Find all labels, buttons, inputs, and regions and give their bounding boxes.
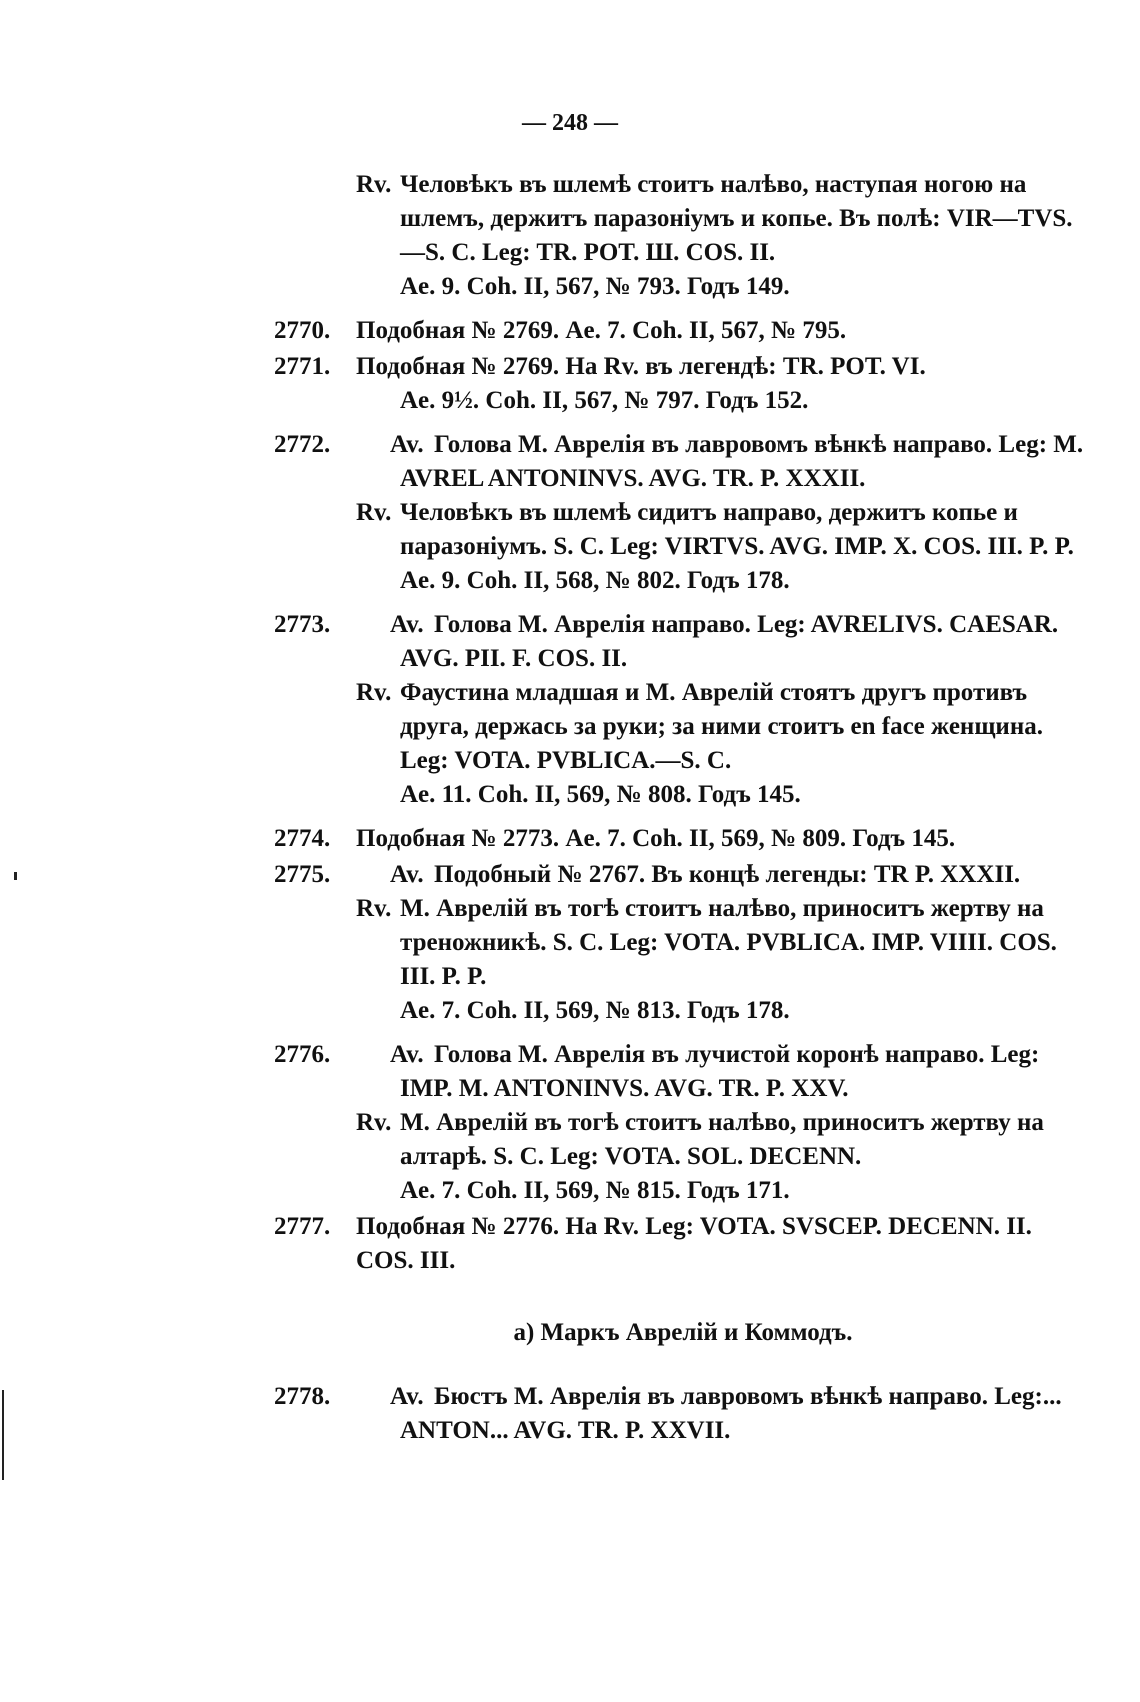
catalog-entry-2775 bbox=[274, 858, 1088, 1028]
side-label: Rv. bbox=[356, 171, 392, 198]
entry-text: Подобная № 2776. На Rv. Leg: VOTA. SVSCEP. DECENN. II. COS. III. bbox=[356, 1213, 1032, 1274]
entry-meta: Ae. 9½. Coh. II, 567, № 797. Годъ 152. bbox=[400, 387, 809, 414]
obverse-text: Голова М. Аврелія въ лучистой коронѣ направо. Leg: IMP. M. ANTONINVS. AVG. TR. P. XXV. bbox=[400, 1041, 1040, 1102]
side-label: Rv. bbox=[356, 895, 392, 922]
margin-mark bbox=[14, 872, 17, 880]
catalog-entry-2776 bbox=[274, 1038, 1088, 1208]
reverse-description bbox=[278, 892, 1088, 994]
obverse-description bbox=[278, 428, 1088, 496]
reverse-description bbox=[278, 676, 1088, 778]
catalog-entry-2771 bbox=[274, 350, 1088, 418]
reverse-text: М. Аврелій въ тогѣ стоитъ налѣво, приноситъ жертву на алтарѣ. S. C. Leg: VOTA. SOL. DECENN. bbox=[400, 1109, 1044, 1170]
side-label: Rv. bbox=[356, 1109, 392, 1136]
margin-mark bbox=[2, 1390, 4, 1480]
catalog-entry-2773 bbox=[274, 608, 1088, 812]
entry-number: 2775. bbox=[274, 861, 331, 888]
catalog-entry-2770 bbox=[274, 314, 1088, 348]
entry-text: Человѣкъ въ шлемѣ стоитъ налѣво, наступая ногою на шлемъ, держитъ паразоніумъ и копье. Въ полѣ: VIR—TVS.—S. C. Leg: TR. POT. Ш. COS. II. bbox=[400, 171, 1073, 266]
catalog-entry-continuation bbox=[278, 168, 1088, 304]
entry-text: Подобная № 2773. Ae. 7. Coh. II, 569, № 809. Годъ 145. bbox=[356, 825, 956, 852]
reverse-description bbox=[278, 496, 1088, 564]
obverse-text: Бюстъ М. Аврелія въ лавровомъ вѣнкѣ направо. Leg:... ANTON... AVG. TR. P. XXVII. bbox=[400, 1383, 1062, 1444]
entry-meta: Ae. 7. Coh. II, 569, № 813. Годъ 178. bbox=[400, 997, 790, 1024]
catalog-entry-2778 bbox=[274, 1380, 1088, 1448]
catalog-content bbox=[274, 168, 1088, 1448]
reverse-description bbox=[278, 1106, 1088, 1174]
entry-number: 2777. bbox=[274, 1213, 331, 1240]
obverse-description bbox=[278, 858, 1088, 892]
catalog-entry-2777 bbox=[274, 1210, 1088, 1278]
side-label: Av. bbox=[390, 861, 424, 888]
reverse-text: Фаустина младшая и М. Аврелій стоятъ другъ противъ друга, держась за руки; за ними стоитъ en face женщина. Leg: VOTA. PVBLICA.—S. C. bbox=[400, 679, 1043, 774]
catalog-entry-2772 bbox=[274, 428, 1088, 598]
entry-number: 2773. bbox=[274, 611, 331, 638]
side-label: Rv. bbox=[356, 679, 392, 706]
entry-text: Подобная № 2769. На Rv. въ легендѣ: TR. POT. VI. bbox=[356, 353, 926, 380]
section-heading: a) Маркъ Аврелій и Коммодъ. bbox=[513, 1319, 853, 1346]
entry-number: 2771. bbox=[274, 353, 331, 380]
entry-text: Подобная № 2769. Ae. 7. Coh. II, 567, № 795. bbox=[356, 317, 847, 344]
entry-number: 2770. bbox=[274, 317, 331, 344]
entry-number: 2778. bbox=[274, 1383, 331, 1410]
side-label: Av. bbox=[390, 1041, 424, 1068]
side-label: Av. bbox=[390, 431, 424, 458]
side-label: Av. bbox=[390, 611, 424, 638]
obverse-description bbox=[278, 608, 1088, 676]
reverse-text: М. Аврелій въ тогѣ стоитъ налѣво, приноситъ жертву на треножникѣ. S. C. Leg: VOTA. PVBLICA. IMP. VIIII. COS. III. P. P. bbox=[400, 895, 1057, 990]
entry-meta: Ae. 7. Coh. II, 569, № 815. Годъ 171. bbox=[400, 1177, 790, 1204]
side-label: Rv. bbox=[356, 499, 392, 526]
catalog-entry-2774 bbox=[274, 822, 1088, 856]
entry-number: 2772. bbox=[274, 431, 331, 458]
obverse-description bbox=[278, 1380, 1088, 1448]
obverse-text: Голова М. Аврелія въ лавровомъ вѣнкѣ направо. Leg: M. AVREL ANTONINVS. AVG. TR. P. XXXII. bbox=[400, 431, 1084, 492]
side-label: Av. bbox=[390, 1383, 424, 1410]
entry-meta: Ae. 9. Coh. II, 567, № 793. Годъ 149. bbox=[400, 273, 790, 300]
entry-number: 2776. bbox=[274, 1041, 331, 1068]
reverse-description bbox=[278, 168, 1088, 270]
entry-number: 2774. bbox=[274, 825, 331, 852]
entry-meta: Ae. 9. Coh. II, 568, № 802. Годъ 178. bbox=[400, 567, 790, 594]
entry-meta: Ae. 11. Coh. II, 569, № 808. Годъ 145. bbox=[400, 781, 801, 808]
page-number: — 248 — bbox=[522, 110, 618, 136]
obverse-description bbox=[278, 1038, 1088, 1106]
obverse-text: Подобный № 2767. Въ концѣ легенды: TR P. XXXII. bbox=[434, 861, 1021, 888]
obverse-text: Голова М. Аврелія направо. Leg: AVRELIVS. CAESAR. AVG. PII. F. COS. II. bbox=[400, 611, 1059, 672]
reverse-text: Человѣкъ въ шлемѣ сидитъ направо, держитъ копье и паразоніумъ. S. C. Leg: VIRTVS. AVG. IMP. X. COS. III. P. P. bbox=[400, 499, 1074, 560]
